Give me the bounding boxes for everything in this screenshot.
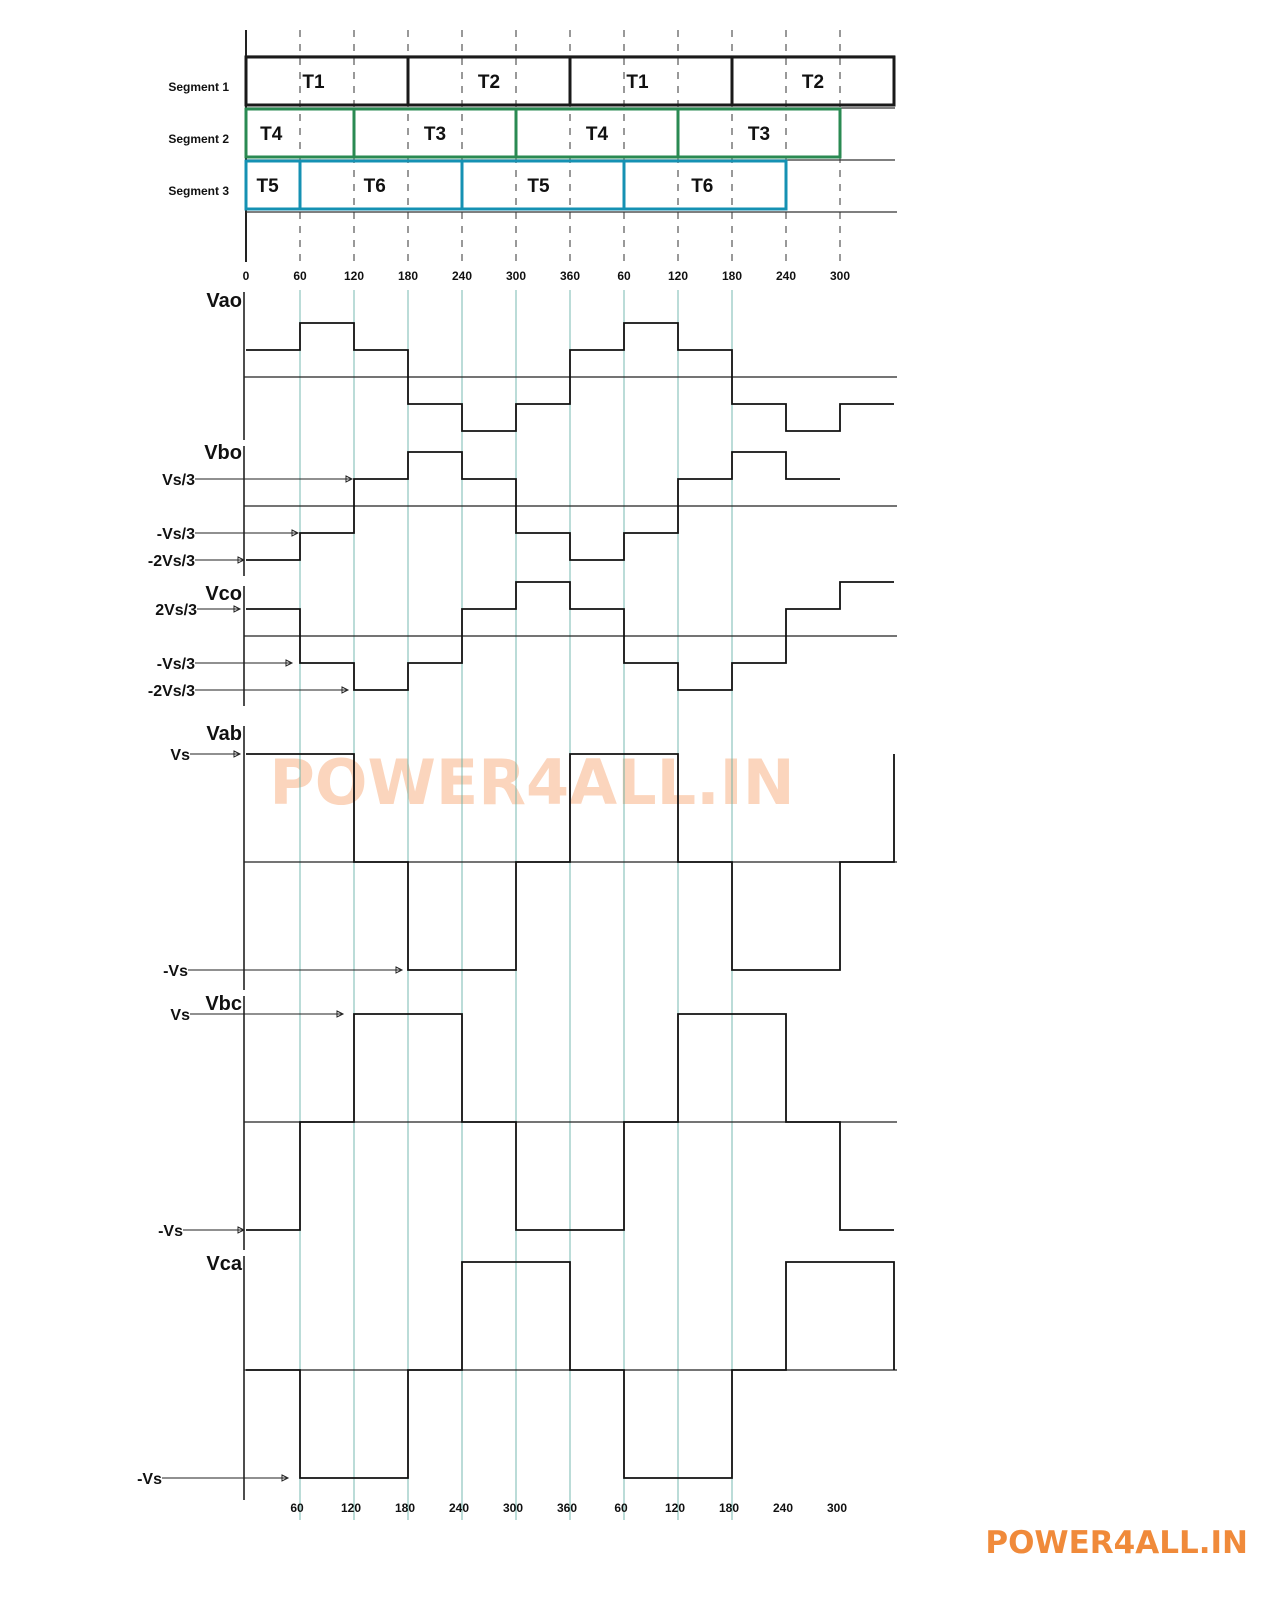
switch-label: T2	[477, 72, 501, 93]
switch-label: T5	[256, 176, 279, 197]
switch-conduction-block	[246, 57, 408, 105]
switch-label: T1	[302, 72, 325, 93]
bottom-tick-label: 120	[664, 1501, 686, 1515]
top-tick-label: 240	[775, 269, 797, 283]
brand-logo-text: POWER4ALL.IN	[985, 1525, 1248, 1561]
level-label: -2Vs/3	[147, 683, 195, 700]
level-label: -Vs	[158, 1223, 183, 1240]
switch-label: T5	[527, 176, 550, 197]
level-label: -Vs/3	[156, 526, 195, 543]
switch-label: T1	[626, 72, 649, 93]
bottom-tick-label: 300	[826, 1501, 848, 1515]
segment-label: Segment 1	[168, 80, 229, 94]
top-tick-label: 180	[397, 269, 419, 283]
waveform-name: Vbo	[204, 442, 242, 464]
bottom-tick-label: 240	[448, 1501, 470, 1515]
level-label: Vs	[170, 747, 190, 764]
top-tick-label: 360	[559, 269, 581, 283]
top-tick-label: 60	[293, 269, 307, 283]
waveform-name: Vao	[206, 290, 242, 312]
switch-label: T2	[801, 72, 825, 93]
level-label: 2Vs/3	[155, 602, 197, 619]
switching-timing-chart	[168, 30, 897, 262]
top-tick-label: 240	[451, 269, 473, 283]
bottom-tick-label: 60	[614, 1501, 628, 1515]
level-label: -Vs	[163, 963, 188, 980]
bottom-tick-label: 180	[718, 1501, 740, 1515]
level-label: Vs	[170, 1007, 190, 1024]
top-tick-label: 120	[343, 269, 365, 283]
level-label: -Vs/3	[156, 656, 195, 673]
top-tick-label: 300	[505, 269, 527, 283]
level-label: -2Vs/3	[147, 553, 195, 570]
angle-tick-labels	[243, 269, 851, 1515]
switch-label: T6	[363, 176, 386, 197]
waveform-name: Vca	[206, 1253, 242, 1275]
top-tick-label: 0	[242, 269, 250, 283]
switch-label: T3	[747, 124, 771, 145]
top-tick-label: 120	[667, 269, 689, 283]
top-tick-label: 60	[617, 269, 631, 283]
switch-label: T3	[423, 124, 447, 145]
bottom-tick-label: 120	[340, 1501, 362, 1515]
waveform-name: Vbc	[205, 993, 242, 1015]
top-tick-label: 300	[829, 269, 851, 283]
bottom-tick-label: 240	[772, 1501, 794, 1515]
bottom-tick-label: 300	[502, 1501, 524, 1515]
bottom-tick-label: 360	[556, 1501, 578, 1515]
switch-conduction-block	[570, 57, 732, 105]
voltage-waveforms	[137, 290, 897, 1500]
switch-label: T6	[691, 176, 714, 197]
level-label: Vs/3	[162, 472, 195, 489]
level-label: -Vs	[137, 1471, 162, 1488]
switch-label: T4	[585, 124, 609, 145]
bottom-tick-label: 180	[394, 1501, 416, 1515]
watermark: POWER4ALL.IN	[269, 746, 795, 819]
top-tick-label: 180	[721, 269, 743, 283]
waveform-name: Vco	[205, 583, 242, 605]
waveform-name: Vab	[206, 723, 242, 745]
segment-label: Segment 2	[168, 132, 229, 146]
segment-label: Segment 3	[168, 184, 229, 198]
switch-label: T4	[260, 124, 283, 145]
bottom-tick-label: 60	[290, 1501, 304, 1515]
